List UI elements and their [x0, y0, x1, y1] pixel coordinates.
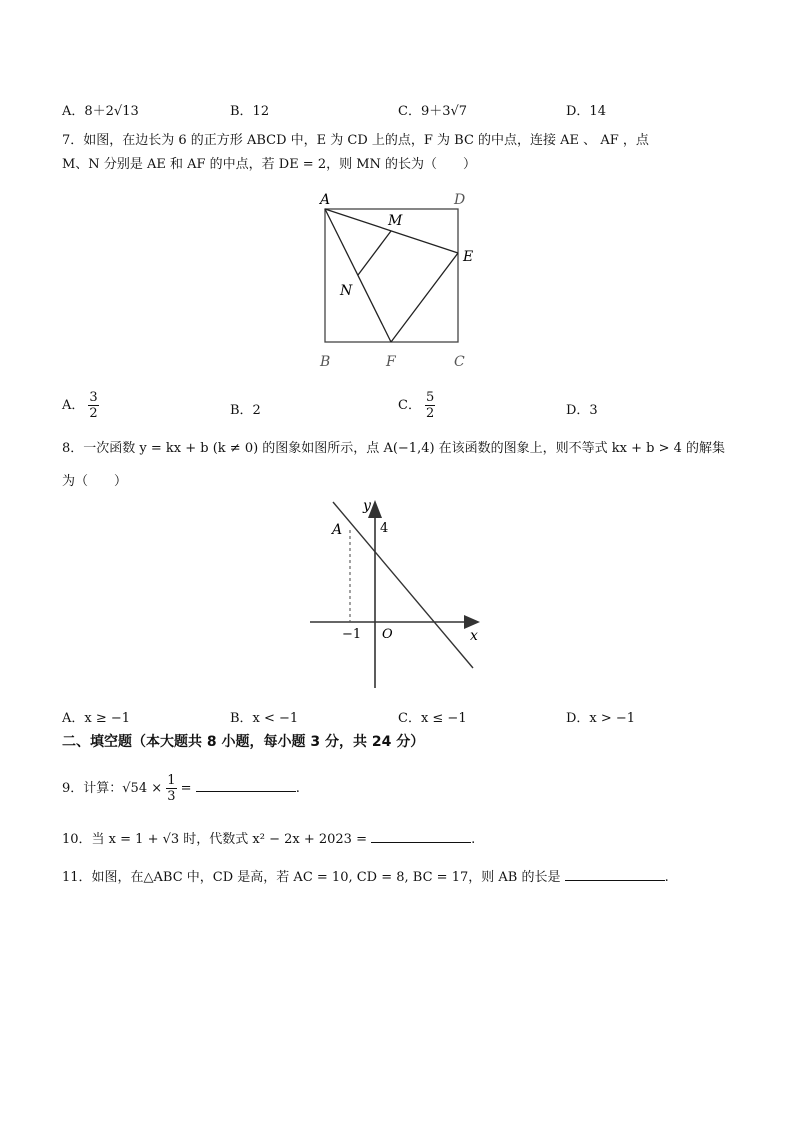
q9-line	[62, 773, 300, 804]
q8-option-c: C．x ≤ −1	[398, 711, 467, 726]
q7-option-d: D．3	[566, 403, 598, 418]
q8-option-b: B．x < −1	[230, 711, 299, 726]
q7-option-a-prefix: A．	[62, 398, 85, 413]
q8-option-a: A．x ≥ −1	[62, 711, 131, 726]
q7-option-c-num: 5	[425, 390, 435, 405]
q9-end: .	[295, 781, 300, 796]
label-a-point: A	[332, 522, 343, 538]
q7-stem-line2: M、N 分别是 AE 和 AF 的中点，若 DE = 2，则 MN 的长为（ ）	[62, 157, 477, 172]
function-line	[333, 502, 473, 668]
q9-prefix: 9．计算：√54 ×	[62, 781, 167, 796]
q6-option-a: A．8＋2√13	[62, 104, 139, 119]
q7-option-a-num: 3	[89, 390, 98, 405]
q7-figure	[310, 185, 485, 375]
q7-option-a-fraction	[88, 390, 98, 421]
q8-option-d: D．x > −1	[566, 711, 636, 726]
q8-figure	[300, 490, 490, 695]
q10-answer-blank[interactable]	[371, 830, 471, 843]
q10-text: 10．当 x = 1 + √3 时，代数式 x² − 2x + 2023 =	[62, 832, 367, 847]
q6-option-b: B．12	[230, 104, 270, 119]
q9-frac-num: 1	[167, 773, 176, 788]
segment-ef	[391, 253, 458, 342]
q9-suffix: =	[176, 781, 192, 796]
q6-option-c: C．9＋3√7	[398, 104, 468, 119]
q8-stem-line2: 为（ ）	[62, 474, 128, 489]
q7-stem-line1: 7．如图，在边长为 6 的正方形 ABCD 中，E 为 CD 上的点，F 为 BC 的中点，连接 AE 、 AF ，点	[62, 133, 649, 148]
q9-fraction	[166, 773, 176, 804]
segment-af	[325, 209, 391, 342]
q8-stem-line1: 8．一次函数 y = kx + b (k ≠ 0) 的图象如图所示，点 A(−1,4) 在该函数的图象上，则不等式 kx + b > 4 的解集	[62, 441, 726, 456]
q7-option-c-prefix: C．	[398, 398, 421, 413]
label-y: y	[363, 498, 371, 514]
section-2-heading: 二、填空题（本大题共 8 小题，每小题 3 分，共 24 分）	[62, 734, 425, 750]
label-e: E	[463, 249, 474, 265]
q7-option-c-fraction	[425, 390, 435, 421]
q10-line	[62, 828, 475, 852]
label-x: x	[470, 628, 478, 644]
x-axis-arrow	[464, 615, 480, 629]
label-c: C	[454, 354, 465, 370]
q7-option-c	[398, 390, 435, 421]
q7-option-a-den: 2	[89, 406, 98, 421]
q10-end: .	[471, 832, 476, 847]
q7-option-b: B．2	[230, 403, 261, 418]
q9-frac-den: 3	[167, 789, 176, 804]
label-a: A	[320, 192, 331, 208]
label-origin: O	[382, 627, 393, 642]
label-n: N	[340, 283, 353, 299]
q11-answer-blank[interactable]	[565, 868, 665, 881]
q6-option-d: D．14	[566, 104, 606, 119]
q11-line	[62, 866, 669, 890]
label-f: F	[386, 354, 396, 370]
q11-text: 11．如图，在△ABC 中，CD 是高，若 AC = 10, CD = 8, BC = 17，则 AB 的长是	[62, 870, 561, 885]
q11-end: .	[664, 870, 669, 885]
q7-option-a	[62, 390, 99, 421]
segment-mn	[358, 231, 391, 275]
q7-option-c-den: 2	[425, 406, 435, 421]
label-b: B	[320, 354, 331, 370]
label-m: M	[388, 213, 403, 229]
label-minus-one: −1	[342, 627, 362, 642]
label-d: D	[454, 192, 466, 208]
label-four: 4	[380, 521, 389, 536]
q9-answer-blank[interactable]	[196, 779, 296, 792]
